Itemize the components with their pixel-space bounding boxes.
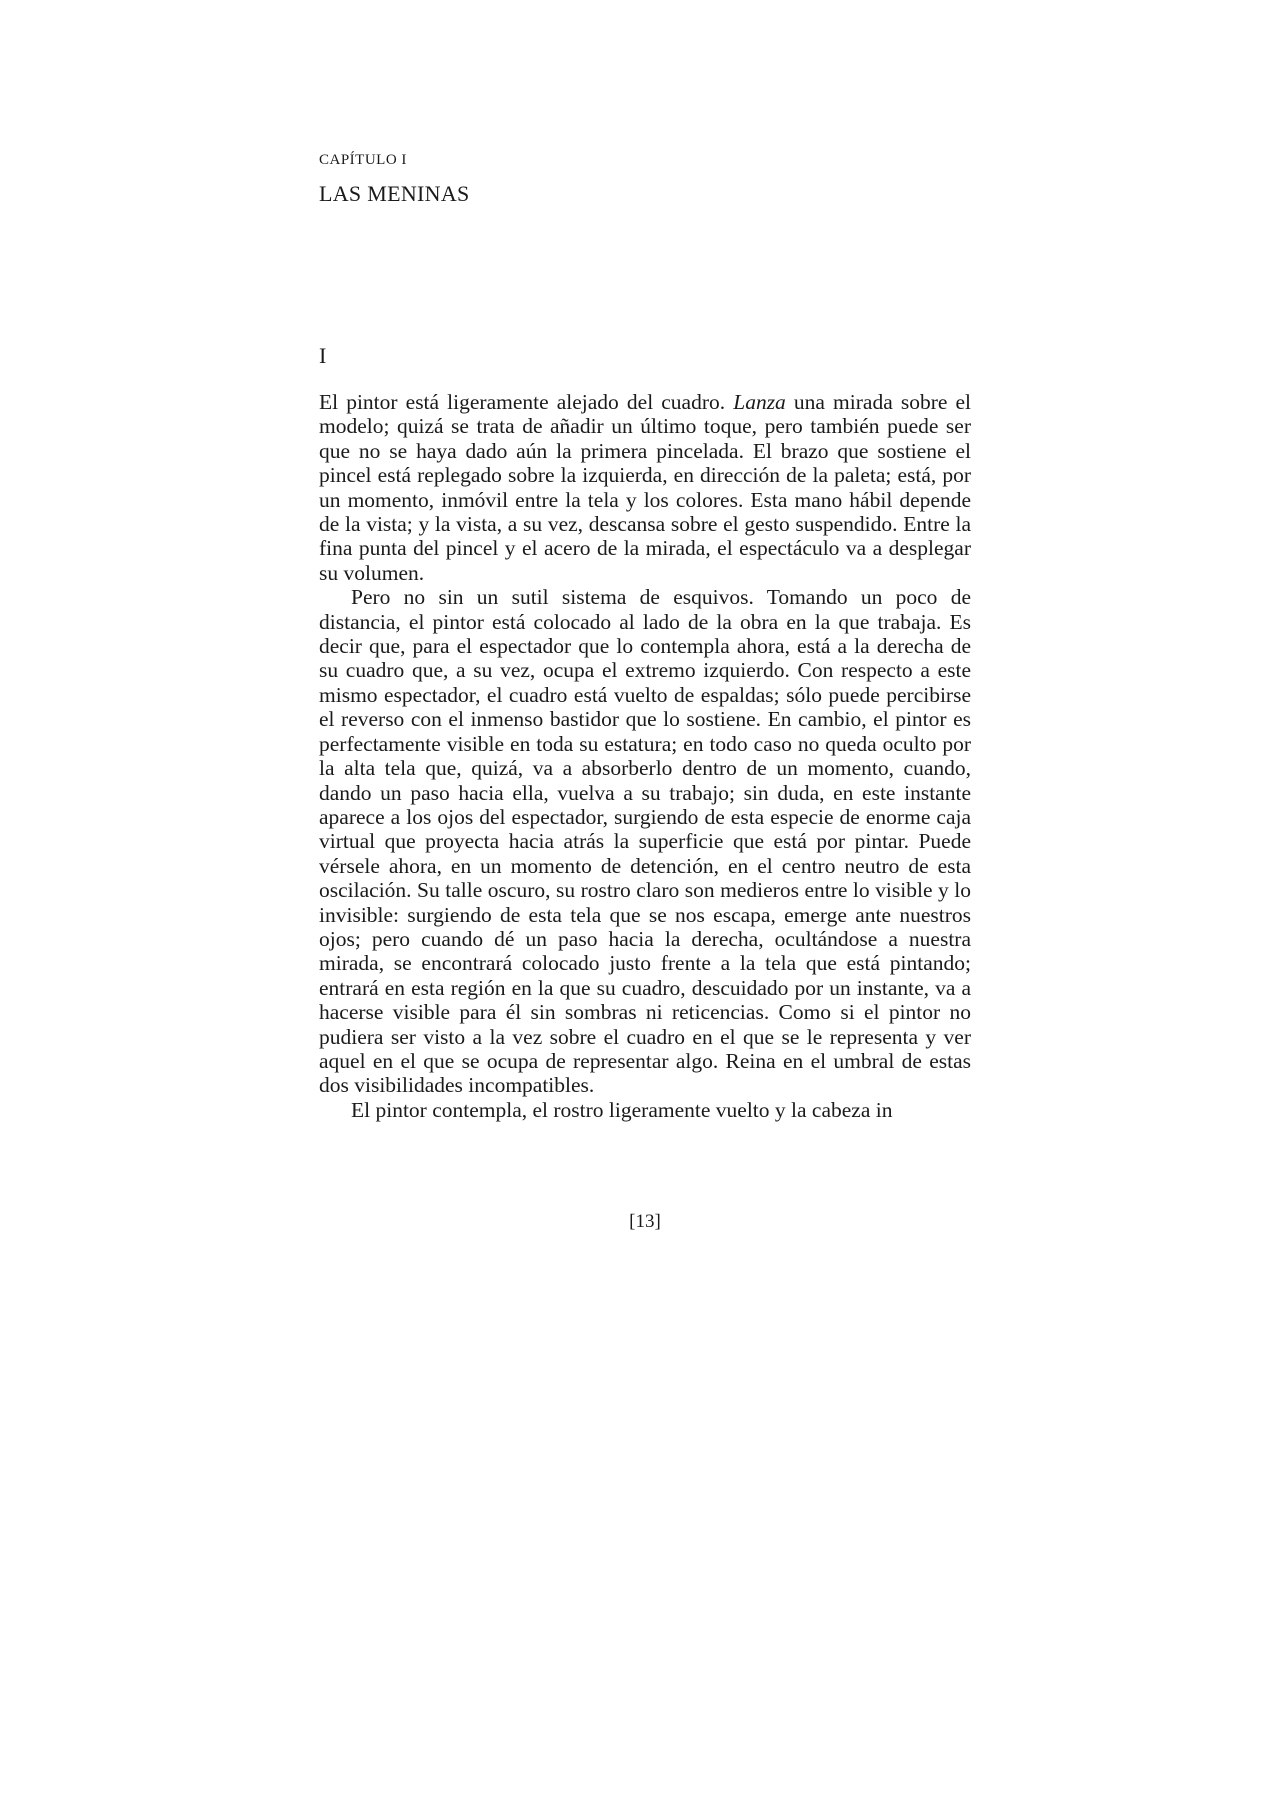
paragraph-1-start: El pintor está ligeramente alejado del cuadro. [319, 390, 734, 414]
chapter-title: LAS MENINAS [319, 181, 470, 206]
paragraph-1-rest: una mirada sobre el modelo; quizá se trata de añadir un último toque, pero también puede ser que no se haya dado aún la primera pincelada. El brazo que sostiene el pincel está replegado sobre la izquierda, en dirección de la paleta; está, por un momento, inmóvil entre la tela y los colores. Esta mano hábil depende de la vista; y la vista, a su vez, descansa sobre el gesto suspendido. Entre la fina punta del pincel y el acero de la mirada, el espectáculo va a desplegar su volumen. [319, 390, 972, 585]
paragraph-3: El pintor contempla, el rostro ligeramente vuelto y la cabeza in [351, 1097, 893, 1122]
section-numeral: I [319, 343, 327, 368]
emphasized-word: Lanza [733, 390, 786, 414]
page-number: [13] [629, 1211, 661, 1232]
paragraph-2: Pero no sin un sutil sistema de esquivos. Tomando un poco de distancia, el pintor está colocado al lado de la obra en la que trabaja. Es decir que, para el espectador que lo contempla ahora, está a la derecha de su cuadro que, a su vez, ocupa el extremo izquierdo. Con respecto a este mismo espectador, el cuadro está vuelto de espaldas; sólo puede percibirse el reverso con el inmenso bastidor que lo sostiene. En cambio, el pintor es perfectamente visible en toda su estatura; en todo caso no queda oculto por la alta tela que, quizá, va a absorberlo dentro de un momento, cuando, dando un paso hacia ella, vuelva a su trabajo; sin duda, en este instante aparece a los ojos del espectador, surgiendo de esta especie de enorme caja virtual que proyecta hacia atrás la superficie que está por pintar. Puede vérsele ahora, en un momento de detención, en el centro neutro de esta oscilación. Su talle oscuro, su rostro claro son medieros entre lo visible y lo invisible: surgiendo de esta tela que se nos escapa, emerge ante nuestros ojos; pero cuando dé un paso hacia la derecha, ocultándose a nuestra mirada, se encontrará colocado justo frente a la tela que está pintando; entrará en esta región en la que su cuadro, descuidado por un instante, va a hacerse visible para él sin sombras ni reticencias. Como si el pintor no pudiera ser visto a la vez sobre el cuadro en el que se le representa y ver aquel en el que se ocupa de representar algo. Reina en el umbral de estas dos visibilidades incompatibles. [319, 585, 971, 1098]
body-text [319, 390, 971, 1122]
paragraph-1 [319, 390, 971, 585]
book-page [319, 150, 972, 1232]
chapter-label: CAPÍTULO I [319, 152, 407, 168]
